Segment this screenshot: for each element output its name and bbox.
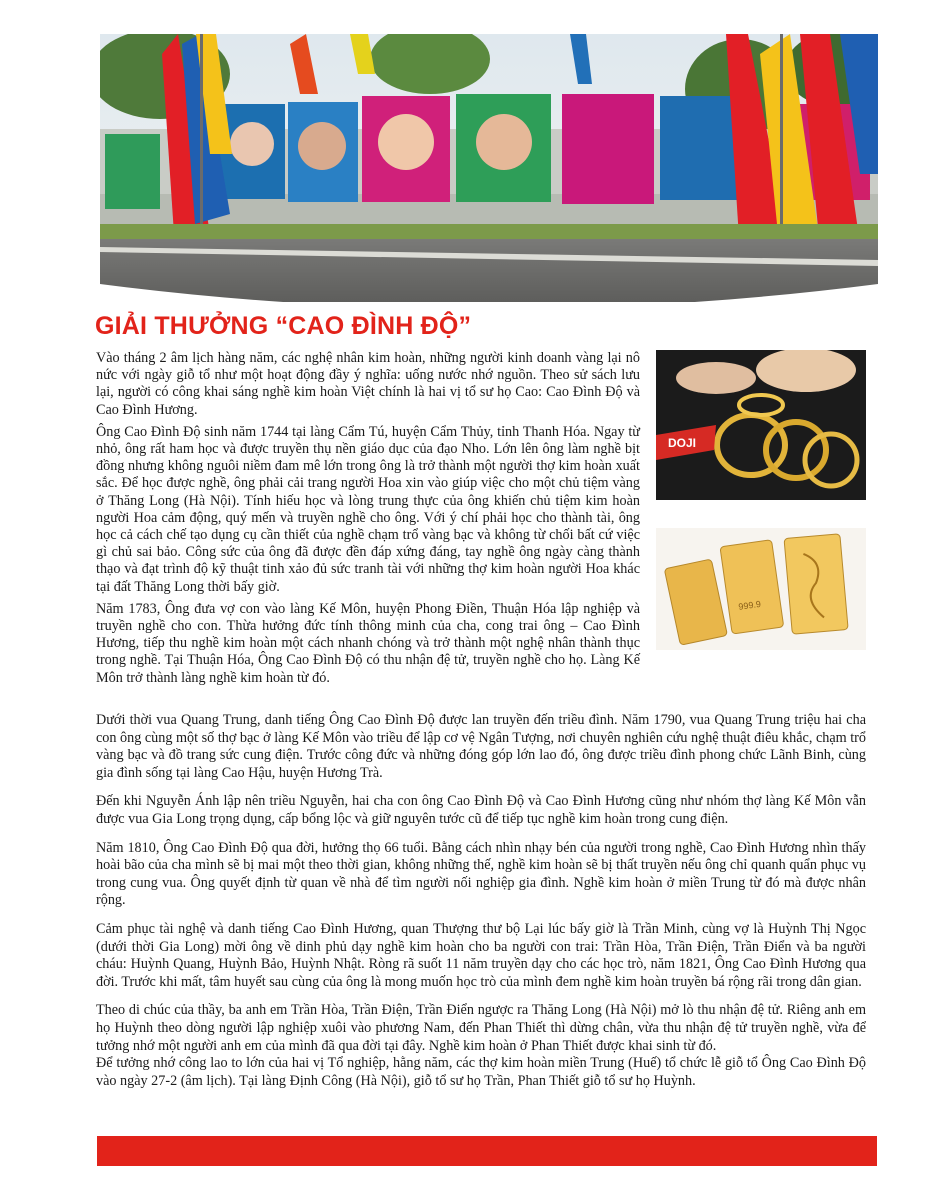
paragraph: Theo di chúc của thầy, ba anh em Trần Hòa, Trần Điện, Trần Điển ngược ra Thăng Long (Hà Nội) mở lò thu nhận đệ tử. Riêng anh em họ Huỳnh theo dòng người lập nghiệp xuôi vào phương Nam, đến Phan Thiết thì dừng chân, vừa thu nhận đệ tử truyền nghề, vừa để tưởng nhớ một người anh em của mình đã qua đời tại đây. Nghề kim hoàn ở Phan Thiết được khai sinh từ đó. xyxy=(96,1002,866,1054)
hero-photo-street-banners xyxy=(100,34,878,302)
gold-bangles-photo xyxy=(656,350,866,500)
paragraph: Cảm phục tài nghệ và danh tiếng Cao Đình Hương, quan Thượng thư bộ Lại lúc bấy giờ là Trần Minh, cùng vợ là Huỳnh Thị Ngọc (dưới thời Gia Long) mời ông về dinh phủ dạy nghề kim hoàn cho ba người con trai: Trần Hòa, Trần Điện, Trần Điển và ba người cháu: Huỳnh Quang, Huỳnh Bảo, Huỳnh Nhật. Ròng rã suốt 11 năm truyền dạy cho các học trò, năm 1821, Ông Cao Đình Hương qua đời. Trước khi mất, tâm huyết sau cùng của ông là mong muốn học trò của mình đem nghề kim hoàn truyền bá rộng rãi trong dân gian. xyxy=(96,920,866,990)
paragraph: Vào tháng 2 âm lịch hàng năm, các nghệ nhân kim hoàn, những người kinh doanh vàng lại nô nức với ngày giỗ tổ như một hoạt động đầy ý nghĩa: uống nước nhớ nguồn. Theo sử sách lưu lại, người có công khai sáng nghề kim hoàn Việt chính là hai vị tổ sư họ Cao: Cao Đình Độ và Cao Đình Hương. xyxy=(96,350,640,418)
article-intro-column xyxy=(96,350,640,692)
gold-bars-photo xyxy=(656,528,866,650)
doji-logo-text: DOJI xyxy=(668,436,697,450)
gold-bar-label: 999.9 xyxy=(737,598,762,612)
paragraph: Năm 1783, Ông đưa vợ con vào làng Kế Môn, huyện Phong Điền, Thuận Hóa lập nghiệp và truyền nghề cho con. Thừa hưởng đức tính thông minh của cha, cong trai ông – Cao Đình Hương, tiếp thu nghề kim hoàn một cách nhanh chóng và trở thành một nghệ nhân thành thục trong nghề. Tại Thuận Hóa, Ông Cao Đình Độ có thu nhận đệ tử, truyền nghề cho họ. Làng Kế Môn trở thành làng nghề kim hoàn từ đó. xyxy=(96,600,640,686)
article-title: GIẢI THƯỞNG “CAO ĐÌNH ĐỘ” xyxy=(95,312,472,340)
paragraph: Ông Cao Đình Độ sinh năm 1744 tại làng Cẩm Tú, huyện Cẩm Thủy, tỉnh Thanh Hóa. Ngay từ nhỏ, ông rất ham học và được truyền thụ nền giáo dục của đạo Nho. Lớn lên ông làm nghề bịt đồng nhưng không nguôi niềm đam mê lớn trong ông là trở thành một người thợ kim hoàn xuất sắc. Để học được nghề, ông phải cải trang người Hoa xin vào giúp việc cho một chủ tiệm vàng ở Thăng Long (Hà Nội). Tính hiếu học và lòng trung thực của ông khiến chủ tiệm kim hoàn người Hoa cảm động, quý mến và truyền nghề cho ông. Với ý chí phải học cho thành tài, ông học cả cách chế tạo dụng cụ cần thiết của nghề chạm trổ vàng bạc và không từ chối bất cứ việc gì chủ sai bảo. Công sức của ông đã được đền đáp xứng đáng, tay nghề ông ngày càng thành thạo và đạt trình độ kỹ thuật tinh xảo đủ sức tranh tài với những thợ kim hoàn người Hoa khác tại đất Thăng Long thời bấy giờ. xyxy=(96,423,640,595)
paragraph: Để tưởng nhớ công lao to lớn của hai vị Tổ nghiệp, hằng năm, các thợ kim hoàn miền Trung (Huế) tổ chức lễ giỗ tổ Ông Cao Đình Độ vào ngày 27-2 (âm lịch). Tại làng Định Công (Hà Nội), giỗ tổ sư họ Trần, Phan Thiết giỗ tổ sư họ Huỳnh. xyxy=(96,1055,866,1089)
paragraph: Đến khi Nguyễn Ánh lập nên triều Nguyễn, hai cha con ông Cao Đình Độ và Cao Đình Hương cũng như nhóm thợ làng Kế Môn vẫn được vua Gia Long trọng dụng, cấp bổng lộc và giữ nguyên tước cũ để tiếp tục nghề kim hoàn trong cung điện. xyxy=(96,793,866,827)
article-body xyxy=(96,712,866,1101)
footer-red-bar xyxy=(97,1136,877,1166)
paragraph: Dưới thời vua Quang Trung, danh tiếng Ông Cao Đình Độ được lan truyền đến triều đình. Năm 1790, vua Quang Trung triệu hai cha con ông cùng một số thợ bạc ở làng Kế Môn vào triều để lập cơ vệ Ngân Tượng, nơi chuyên nghiên cứu nghệ thuật điêu khắc, chạm trổ vàng bạc và đồ trang sức cung điện. Trước công đức và những đóng góp lớn lao đó, ông được triều đình phong chức Lãnh Binh, cùng gia đình sống tại làng Cao Hậu, huyện Hương Trà. xyxy=(96,712,866,781)
paragraph: Năm 1810, Ông Cao Đình Độ qua đời, hưởng thọ 66 tuổi. Bằng cách nhìn nhạy bén của người trong nghề, Cao Đình Hương nhìn thấy hoài bão của cha mình sẽ bị mai một theo thời gian, không những thế, nghề kim hoàn sẽ bị thất truyền nếu ông chỉ quanh quẩn phục vụ trong cung vua. Ông quyết định từ quan về nhà để tìm người nối nghiệp gia đình. Nghề kim hoàn ở miền Trung từ đó mà được nhân rộng. xyxy=(96,839,866,909)
